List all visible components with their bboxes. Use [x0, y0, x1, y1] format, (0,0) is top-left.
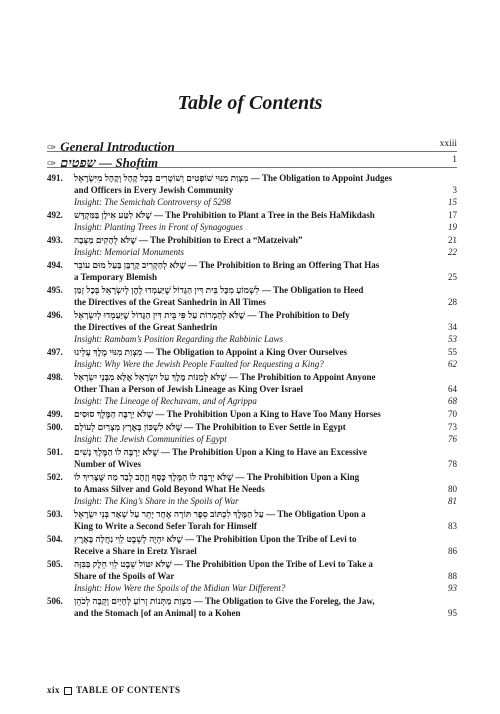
footer-page-number: xix — [47, 685, 61, 695]
entry-number: 500. — [47, 422, 63, 432]
entry-number: 497. — [47, 347, 63, 357]
entry-line — [47, 371, 457, 383]
entry-line — [47, 172, 457, 184]
entry-line — [47, 446, 457, 458]
insight-page-number: 19 — [448, 222, 457, 232]
entry-number: 502. — [47, 472, 63, 482]
entry-title: שֶׁלֹּא יַרְבֶּה לוֹ הַמֶּלֶךְ נָשִׁים — The Prohibition Upon a King to Have an Excessive — [74, 447, 367, 457]
entry-title: שֶׁלֹּא לְהָקִים מַצֵּבָה — The Prohibition to Erect a “Matzeivah” — [74, 235, 303, 245]
toc-entry[interactable] — [47, 209, 457, 234]
entry-number: 499. — [47, 409, 63, 419]
entry-line — [47, 408, 457, 420]
footer-label: TABLE OF CONTENTS — [76, 685, 181, 695]
toc-entry[interactable] — [47, 508, 457, 533]
section-label: General Introduction — [60, 139, 175, 154]
entry-insight[interactable] — [47, 495, 457, 507]
toc-entry[interactable] — [47, 284, 457, 309]
toc-entry[interactable] — [47, 533, 457, 558]
entry-number: 492. — [47, 210, 63, 220]
toc-entry[interactable] — [47, 234, 457, 259]
entry-number: 493. — [47, 235, 63, 245]
section-page: 1 — [452, 155, 457, 165]
page-title: Table of Contents — [177, 92, 323, 114]
entry-title: מִצְוַת מִנּוּי מֶלֶךְ עָלֵינוּ — The Obligation to Appoint a King Over Ourselves — [74, 347, 347, 357]
insight-title: Insight: Memorial Monuments — [74, 247, 184, 257]
entry-page-number: 78 — [448, 459, 457, 469]
entry-title: שֶׁלֹּא יַרְבֶּה הַמֶּלֶךְ סוּסִים — The Prohibition Upon a King to Have Too Many Horses — [74, 409, 381, 419]
entry-title: שֶׁלֹּא יִטּוֹל שֵׁבֶט לֵוִי חֵלֶק בַּבִּזָּה — The Prohibition Upon the Tribe of Levi to Take a — [74, 559, 373, 569]
toc-entry[interactable] — [47, 408, 457, 421]
insight-title: Insight: The King’s Share in the Spoils of War — [74, 496, 239, 506]
entry-line — [47, 234, 457, 246]
entry-insight[interactable] — [47, 358, 457, 370]
entry-number: 503. — [47, 509, 63, 519]
toc-entries — [47, 172, 457, 620]
entry-title: Number of Wives — [74, 459, 142, 469]
insight-page-number: 62 — [448, 359, 457, 369]
entry-line — [47, 184, 457, 196]
toc-entry[interactable] — [47, 558, 457, 595]
toc-entry[interactable] — [47, 371, 457, 408]
entry-title: מִצְוַת מַתְּנוֹת זְרוֹעַ לְחָיַיִם וְקֵבָה לְכֹהֵן — The Obligation to Give the Foreleg, the Jaw, — [74, 596, 375, 606]
toc-entry[interactable] — [47, 446, 457, 471]
entry-page-number: 34 — [448, 322, 457, 332]
entry-title: שֶׁלֹּא לְמַנּוֹת מֶלֶךְ עַל יִשְׂרָאֵל אֶלָּא מִבְּנֵי יִשְׂרָאֵל — The Prohibition to Appoint Anyone — [74, 372, 376, 382]
entry-number: 505. — [47, 559, 63, 569]
entry-title: לִשְׁמוֹעַ מִכָּל בֵּית דִּין הַגָּדוֹל שֶׁיַּעַמְדוּ לָהֶן לְיִשְׂרָאֵל בְּכָל זְמַן — The Obligation to Heed — [74, 285, 364, 295]
pen-icon: ✑ — [47, 142, 57, 154]
entry-title: עַל הַמֶּלֶךְ לִכְתּוֹב סֵפֶר תּוֹרָה אֶחָד יָתֵר עַל שְׁאָר בְּנֵי יִשְׂרָאֵל — The Obligation Upon a — [74, 509, 366, 519]
entry-line — [47, 458, 457, 470]
entry-insight[interactable] — [47, 196, 457, 208]
entry-line — [47, 545, 457, 557]
entry-line — [47, 346, 457, 358]
entry-number: 501. — [47, 447, 63, 457]
page-footer — [47, 685, 181, 695]
entry-page-number: 83 — [448, 521, 457, 531]
insight-page-number: 81 — [448, 496, 457, 506]
entry-title: a Temporary Blemish — [74, 272, 158, 282]
entry-line — [47, 309, 457, 321]
entry-line — [47, 209, 457, 221]
insight-title: Insight: The Semichah Controversy of 5298 — [74, 197, 231, 207]
entry-title: and the Stomach [of an Animal] to a Kohen — [74, 608, 241, 618]
entry-line — [47, 296, 457, 308]
entry-page-number: 17 — [448, 210, 457, 220]
entry-line — [47, 471, 457, 483]
entry-line — [47, 607, 457, 619]
entry-title: שֶׁלֹּא לְהַקְרִיב קָרְבָּן בַּעַל מוּם עוֹבֵר — The Prohibition to Bring an Offering That Has — [74, 260, 380, 270]
insight-page-number: 22 — [448, 247, 457, 257]
insight-title: Insight: The Jewish Communities of Egypt — [74, 434, 227, 444]
entry-page-number: 25 — [448, 272, 457, 282]
section-shoftim[interactable] — [47, 155, 457, 173]
entry-number: 495. — [47, 285, 63, 295]
pen-icon: ✑ — [47, 158, 57, 170]
entry-page-number: 28 — [448, 297, 457, 307]
entry-line — [47, 483, 457, 495]
entry-title: the Directives of the Great Sanhedrin in All Times — [74, 297, 266, 307]
insight-page-number: 93 — [448, 583, 457, 593]
entry-title: שֶׁלֹּא לְהַמְרוֹת עַל פִּי בֵּית דִּין הַגָּדוֹל שֶׁיַּעַמְדוּ לְיִשְׂרָאֵל — The Prohibition to Defy — [74, 310, 350, 320]
entry-page-number: 70 — [448, 409, 457, 419]
entry-number: 494. — [47, 260, 63, 270]
toc-entry[interactable] — [47, 421, 457, 446]
entry-line — [47, 570, 457, 582]
section-label: שפטים — Shoftim — [60, 155, 158, 170]
entry-insight[interactable] — [47, 433, 457, 445]
entry-number: 491. — [47, 173, 63, 183]
toc-entry[interactable] — [47, 346, 457, 371]
entry-page-number: 73 — [448, 422, 457, 432]
insight-title: Insight: Why Were the Jewish People Faulted for Requesting a King? — [74, 359, 324, 369]
entry-insight[interactable] — [47, 333, 457, 345]
entry-line — [47, 271, 457, 283]
entry-page-number: 55 — [448, 347, 457, 357]
insight-page-number: 53 — [448, 334, 457, 344]
entry-page-number: 88 — [448, 571, 457, 581]
entry-line — [47, 284, 457, 296]
entry-title: שֶׁלֹּא יַרְבֶּה לוֹ הַמֶּלֶךְ כֶּסֶף וְזָהָב לְבַד מַה שֶּׁצָּרִיךְ לוֹ — The Prohibition Upon a King — [74, 472, 360, 482]
entry-title: שֶׁלֹּא לִטַּע אִילָן בַּמִּקְדָּשׁ — The Prohibition to Plant a Tree in the Beis HaMikdash — [74, 210, 375, 220]
entry-line — [47, 321, 457, 333]
entry-number: 504. — [47, 534, 63, 544]
entry-title: Other Than a Person of Jewish Lineage as King Over Israel — [74, 384, 304, 394]
entry-number: 498. — [47, 372, 63, 382]
entry-page-number: 86 — [448, 546, 457, 556]
insight-title: Insight: The Lineage of Rechavam, and of Agrippa — [74, 396, 257, 406]
toc-entry[interactable] — [47, 309, 457, 346]
toc-entry[interactable] — [47, 471, 457, 508]
insight-title: Insight: Planting Trees in Front of Synagogues — [74, 222, 243, 232]
insight-page-number: 15 — [448, 197, 457, 207]
insight-page-number: 76 — [448, 434, 457, 444]
entry-title: Share of the Spoils of War — [74, 571, 175, 581]
entry-title: Receive a Share in Eretz Yisrael — [74, 546, 197, 556]
entry-page-number: 3 — [452, 185, 457, 195]
entry-line — [47, 520, 457, 532]
section-page: xxiii — [439, 139, 457, 149]
entry-insight[interactable] — [47, 246, 457, 258]
entry-line — [47, 508, 457, 520]
entry-line — [47, 595, 457, 607]
section-divider — [47, 167, 457, 168]
entry-line — [47, 259, 457, 271]
entry-page-number: 80 — [448, 484, 457, 494]
entry-title: מִצְוַת מִנּוּי שׁוֹפְטִים וְשׁוֹטְרִים בְּכָל קָהָל וְקָהָל מִיִּשְׂרָאֵל — The Obligation to Appoint Judges — [74, 173, 392, 183]
entry-title: the Directives of the Great Sanhedrin — [74, 322, 218, 332]
entry-title: שֶׁלֹּא לִשְׁכּוֹן בְּאֶרֶץ מִצְרַיִם לְעוֹלָם — The Prohibition to Ever Settle in Egypt — [74, 422, 346, 432]
square-bullet-icon — [64, 687, 72, 695]
insight-title: Insight: How Were the Spoils of the Midian War Different? — [74, 583, 286, 593]
toc-entry[interactable] — [47, 259, 457, 284]
entry-line — [47, 533, 457, 545]
insight-page-number: 68 — [448, 396, 457, 406]
entry-insight[interactable] — [47, 221, 457, 233]
entry-title: and Officers in Every Jewish Community — [74, 185, 234, 195]
entry-title: King to Write a Second Sefer Torah for Himself — [74, 521, 257, 531]
entry-insight[interactable] — [47, 395, 457, 407]
entry-title: to Amass Silver and Gold Beyond What He Needs — [74, 484, 265, 494]
entry-page-number: 21 — [448, 235, 457, 245]
entry-title: שֶׁלֹּא יִהְיֶה לְשֵׁבֶט לֵוִי נַחֲלָה בָּאָרֶץ — The Prohibition Upon the Tribe of Levi to — [74, 534, 357, 544]
insight-title: Insight: Rambam’s Position Regarding the Rabbinic Laws — [74, 334, 283, 344]
entry-line — [47, 383, 457, 395]
toc-entry[interactable] — [47, 172, 457, 209]
entry-line — [47, 421, 457, 433]
entry-number: 506. — [47, 596, 63, 606]
entry-line — [47, 558, 457, 570]
toc-entry[interactable] — [47, 595, 457, 620]
section-divider — [47, 151, 457, 152]
entry-insight[interactable] — [47, 582, 457, 594]
entry-page-number: 64 — [448, 384, 457, 394]
entry-page-number: 95 — [448, 608, 457, 618]
entry-number: 496. — [47, 310, 63, 320]
